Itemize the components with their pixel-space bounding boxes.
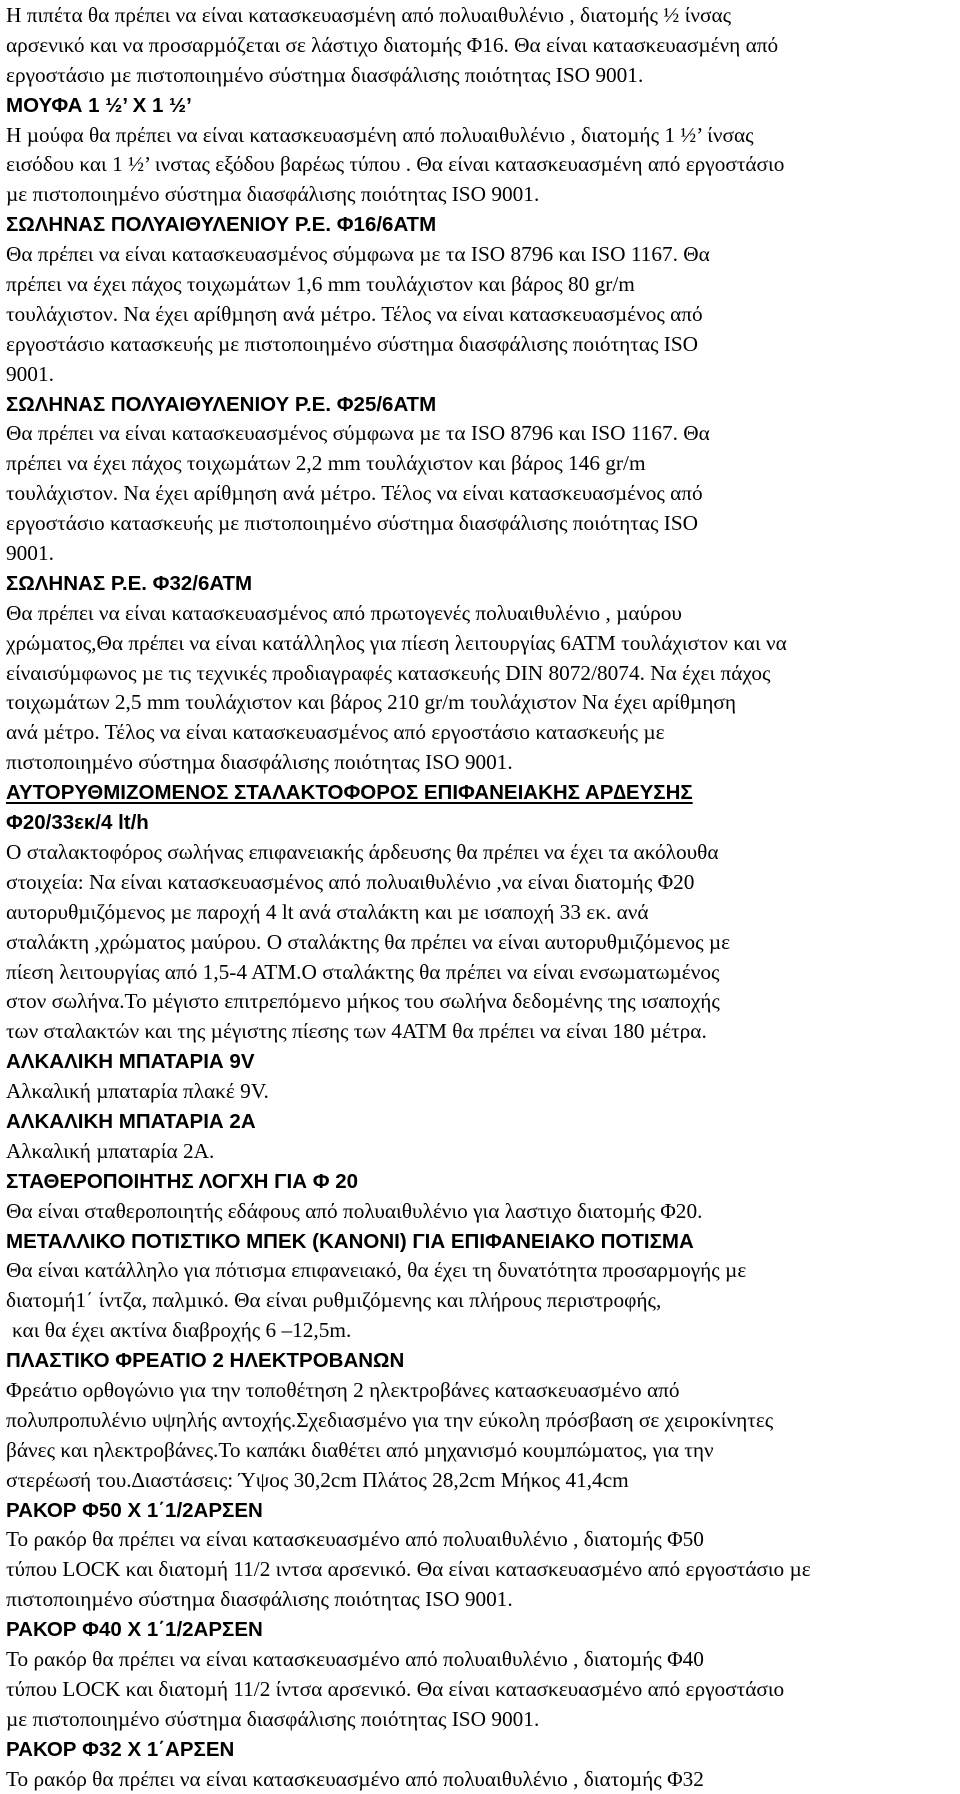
body-line: πρέπει να έχει πάχος τοιχωµάτων 2,2 mm τουλάχιστον και βάρος 146 gr/m xyxy=(6,451,646,476)
body-line: των σταλακτών και της µέγιστης πίεσης των 4ΑΤΜ θα πρέπει να είναι 180 µέτρα. xyxy=(6,1019,707,1044)
section-heading: ΜΕΤΑΛΛΙΚΟ ΠΟΤΙΣΤΙΚΟ ΜΠΕΚ (ΚΑΝΟΝΙ) ΓΙΑ ΕΠΙΦΑΝΕΙΑΚΟ ΠΟΤΙΣΜΑ xyxy=(6,1229,694,1253)
section-heading: ΜΟΥΦΑ 1 ½’ Χ 1 ½’ xyxy=(6,93,192,117)
section-heading: ΑΛΚΑΛΙΚΗ ΜΠΑΤΑΡΙΑ 2Α xyxy=(6,1109,256,1133)
body-line: αρσενικό και να προσαρµόζεται σε λάστιχο διατοµής Φ16. Θα είναι κατασκευασµένη από xyxy=(6,32,779,57)
body-line: Το ρακόρ θα πρέπει να είναι κατασκευασµένο από πολυαιθυλένιο , διατοµής Φ50 xyxy=(6,1527,704,1552)
body-line: εργοστάσιο µε πιστοποιηµένο σύστηµα διασφάλισης ποιότητας ISO 9001. xyxy=(6,62,644,87)
body-line: Θα είναι κατάλληλο για πότισµα επιφανειακό, θα έχει τη δυνατότητα προσαρµογής µε xyxy=(6,1258,747,1283)
body-line: τουλάχιστον. Να έχει αρίθµηση ανά µέτρο. Τέλος να είναι κατασκευασµένος από xyxy=(6,481,703,506)
body-line: 9001. xyxy=(6,361,54,386)
section-heading: ΡΑΚΟΡ Φ40 Χ 1΄1/2ΑΡΣΕΝ xyxy=(6,1618,263,1642)
body-line: Αλκαλική µπαταρία πλακέ 9V. xyxy=(6,1079,269,1104)
body-line: Αλκαλική µπαταρία 2Α. xyxy=(6,1138,215,1163)
body-line: είναισύµφωνος µε τις τεχνικές προδιαγραφές κατασκευής DIN 8072/8074. Να έχει πάχος xyxy=(6,660,771,685)
body-line: πρέπει να έχει πάχος τοιχωµάτων 1,6 mm τουλάχιστον και βάρος 80 gr/m xyxy=(6,272,635,297)
body-line: βάνες και ηλεκτροβάνες.Το καπάκι διαθέτει από µηχανισµό κουµπώµατος, για την xyxy=(6,1437,714,1462)
body-line: πίεση λειτουργίας από 1,5-4 ΑΤΜ.Ο σταλάκτης θα πρέπει να είναι ενσωµατωµένος xyxy=(6,959,720,984)
body-line: Θα είναι σταθεροποιητής εδάφους από πολυαιθυλένιο για λαστιχο διατοµής Φ20. xyxy=(6,1198,703,1223)
body-line: στον σωλήνα.Το µέγιστο επιτρεπόµενο µήκος του σωλήνα δεδοµένης της ισαποχής xyxy=(6,989,720,1014)
body-line: και θα έχει ακτίνα διαβροχής 6 –12,5m. xyxy=(12,1318,352,1343)
section-heading: ΑΛΚΑΛΙΚΗ ΜΠΑΤΑΡΙΑ 9V xyxy=(6,1050,255,1074)
body-line: πιστοποιηµένο σύστηµα διασφάλισης ποιότητας ISO 9001. xyxy=(6,1587,513,1612)
section-heading: ΡΑΚΟΡ Φ32 Χ 1΄ΑΡΣΕΝ xyxy=(6,1737,235,1761)
body-line: Η πιπέτα θα πρέπει να είναι κατασκευασµένη από πολυαιθυλένιο , διατοµής ½ ίνσας xyxy=(6,3,732,27)
body-line: διατοµή1΄ ίντζα, παλµικό. Θα είναι ρυθµιζόµενης και πλήρους περιστροφής, xyxy=(6,1288,662,1313)
body-line: Ο σταλακτοφόρος σωλήνας επιφανειακής άρδευσης θα πρέπει να έχει τα ακόλουθα xyxy=(6,839,719,864)
body-line: τουλάχιστον. Να έχει αρίθµηση ανά µέτρο. Τέλος να είναι κατασκευασµένος από xyxy=(6,301,703,326)
body-line: Θα πρέπει να είναι κατασκευασµένος σύµφωνα µε τα ISO 8796 και ISO 1167. Θα xyxy=(6,421,710,446)
body-line: εργοστάσιο κατασκευής µε πιστοποιηµένο σύστηµα διασφάλισης ποιότητας ISO xyxy=(6,331,699,356)
body-line: Το ρακόρ θα πρέπει να είναι κατασκευασµένο από πολυαιθυλένιο , διατοµής Φ32 xyxy=(6,1766,704,1791)
body-line: χρώµατος,Θα πρέπει να είναι κατάλληλος για πίεση λειτουργίας 6ΑΤΜ τουλάχιστον και να xyxy=(6,630,787,655)
section-heading: ΡΑΚΟΡ Φ50 Χ 1΄1/2ΑΡΣΕΝ xyxy=(6,1498,263,1522)
section-heading: ΣΩΛΗΝΑΣ ΠΟΛΥΑΙΘΥΛΕΝΙΟΥ Ρ.Ε. Φ25/6ΑΤΜ xyxy=(6,392,437,416)
body-line: ανά µέτρο. Τέλος να είναι κατασκευασµένος από εργοστάσιο κατασκευής µε xyxy=(6,720,665,745)
body-line: τύπου LOCK και διατοµή 11/2 ιντσα αρσενικό. Θα είναι κατασκευασµένο από εργοστάσιο µε xyxy=(6,1557,811,1582)
body-line: τοιχωµάτων 2,5 mm τουλάχιστον και βάρος 210 gr/m τουλάχιστον Να έχει αρίθµηση xyxy=(6,690,737,715)
body-line: εργοστάσιο κατασκευής µε πιστοποιηµένο σύστηµα διασφάλισης ποιότητας ISO xyxy=(6,511,699,536)
section-heading: ΣΩΛΗΝΑΣ Ρ.Ε. Φ32/6ΑΤΜ xyxy=(6,571,253,595)
body-line: Θα πρέπει να είναι κατασκευασµένος από πρωτογενές πολυαιθυλένιο , µαύρου xyxy=(6,600,682,625)
body-line: Θα πρέπει να είναι κατασκευασµένος σύµφωνα µε τα ISO 8796 και ISO 1167. Θα xyxy=(6,242,710,267)
body-line: µε πιστοποιηµένο σύστηµα διασφάλισης ποιότητας ISO 9001. xyxy=(6,1706,540,1731)
body-line: Η µούφα θα πρέπει να είναι κατασκευασµένη από πολυαιθυλένιο , διατοµής 1 ½’ ίνσας xyxy=(6,122,754,147)
body-line: πολυπροπυλένιο υψηλής αντοχής.Σχεδιασµένο για την εύκολη πρόσβαση σε χειροκίνητες xyxy=(6,1407,774,1432)
section-heading: ΣΤΑΘΕΡΟΠΟΙΗΤΗΣ ΛΟΓΧΗ ΓΙΑ Φ 20 xyxy=(6,1169,359,1193)
body-line: εισόδου και 1 ½’ ινστας εξόδου βαρέως τύπου . Θα είναι κατασκευασµένη από εργοστάσιο xyxy=(6,152,785,177)
body-line: µε πιστοποιηµένο σύστηµα διασφάλισης ποιότητας ISO 9001. xyxy=(6,182,540,207)
section-heading-text: ΑΥΤΟΡΥΘΜΙΖΟΜΕΝΟΣ ΣΤΑΛΑΚΤΟΦΟΡΟΣ ΕΠΙΦΑΝΕΙΑΚΗΣ ΑΡ∆ΕΥΣΗΣ xyxy=(6,781,693,805)
body-line: Φρεάτιο ορθογώνιο για την τοποθέτηση 2 ηλεκτροβάνες κατασκευασµένο από xyxy=(6,1377,680,1402)
body-line: πιστοποιηµένο σύστηµα διασφάλισης ποιότητας ISO 9001. xyxy=(6,750,513,775)
body-line: 9001. xyxy=(6,541,54,566)
body-line: στερέωσή του.∆ιαστάσεις: Ύψος 30,2cm Πλάτος 28,2cm Μήκος 41,4cm xyxy=(6,1467,629,1492)
body-line: σταλάκτη ,χρώµατος µαύρου. Ο σταλάκτης θα πρέπει να είναι αυτορυθµιζόµενος µε xyxy=(6,929,731,954)
body-line: τύπου LOCK και διατοµή 11/2 ίντσα αρσενικό. Θα είναι κατασκευασµένο από εργοστάσιο xyxy=(6,1676,785,1701)
section-heading: ΠΛΑΣΤΙΚΟ ΦΡΕΑΤΙΟ 2 ΗΛΕΚΤΡΟΒΑΝΩΝ xyxy=(6,1349,405,1373)
body-line: στοιχεία: Να είναι κατασκευασµένος από πολυαιθυλένιο ,να είναι διατοµής Φ20 xyxy=(6,869,695,894)
body-line: αυτορυθµιζόµενος µε παροχή 4 lt ανά σταλάκτη και µε ισαποχή 33 εκ. ανά xyxy=(6,899,649,924)
section-heading: ΣΩΛΗΝΑΣ ΠΟΛΥΑΙΘΥΛΕΝΙΟΥ Ρ.Ε. Φ16/6ΑΤΜ xyxy=(6,213,437,237)
section-heading-continued: Φ20/33εκ/4 lt/h xyxy=(6,811,149,835)
section-heading xyxy=(6,778,946,808)
body-line: Το ρακόρ θα πρέπει να είναι κατασκευασµένο από πολυαιθυλένιο , διατοµής Φ40 xyxy=(6,1646,704,1671)
